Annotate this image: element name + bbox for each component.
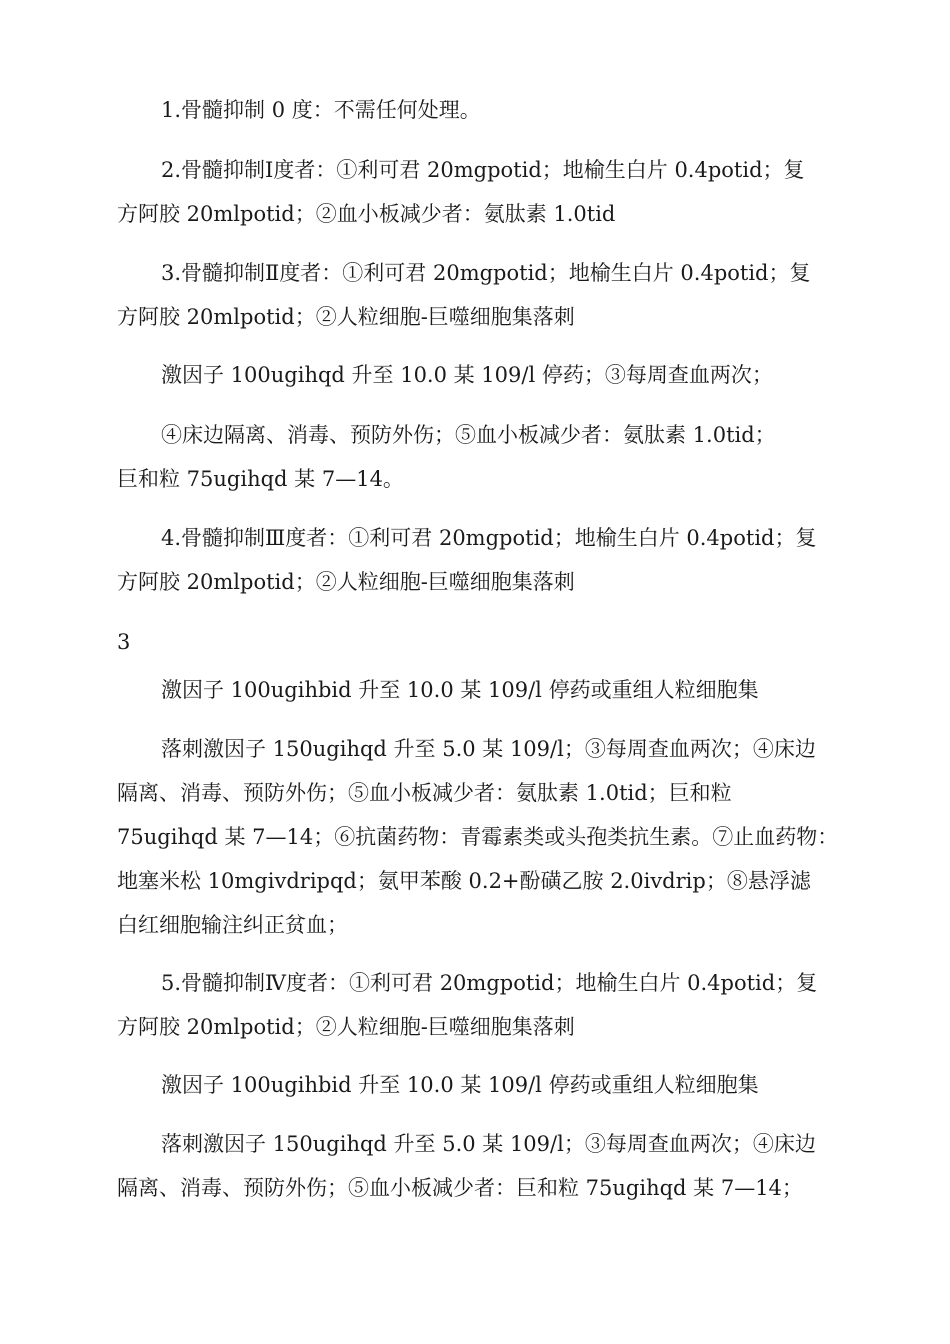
paragraph-grade-0 <box>117 88 857 132</box>
paragraph-grade-3-continued <box>117 668 857 712</box>
paragraph-grade-3-measures <box>117 727 857 947</box>
text-line: 2.骨髓抑制Ⅰ度者：①利可君 20mgpotid；地榆生白片 0.4potid；复 <box>161 158 805 182</box>
text-line: 落刺激因子 150ugihqd 升至 5.0 某 109/l；③每周查血两次；④床边 <box>161 1132 816 1156</box>
paragraph-grade-2-measures <box>117 413 857 501</box>
text-line: 巨和粒 75ugihqd 某 7—14。 <box>117 467 404 491</box>
page-number: 3 <box>117 630 131 654</box>
text-line: 4.骨髓抑制Ⅲ度者：①利可君 20mgpotid；地榆生白片 0.4potid；复 <box>161 526 817 550</box>
text-line: 方阿胶 20mlpotid；②血小板减少者：氨肽素 1.0tid <box>117 202 616 226</box>
text-line: 方阿胶 20mlpotid；②人粒细胞-巨噬细胞集落刺 <box>117 305 575 329</box>
text-line: 激因子 100ugihbid 升至 10.0 某 109/l 停药或重组人粒细胞集 <box>161 1073 759 1097</box>
paragraph-grade-2-continued <box>117 353 857 397</box>
text-line: 方阿胶 20mlpotid；②人粒细胞-巨噬细胞集落刺 <box>117 1015 575 1039</box>
text-line: 3.骨髓抑制Ⅱ度者：①利可君 20mgpotid；地榆生白片 0.4potid；复 <box>161 261 811 285</box>
text-line: 5.骨髓抑制Ⅳ度者：①利可君 20mgpotid；地榆生白片 0.4potid；复 <box>161 971 818 995</box>
text-line: 地塞米松 10mgivdripqd；氨甲苯酸 0.2+酚磺乙胺 2.0ivdrip；⑧悬浮滤 <box>117 869 811 893</box>
paragraph-grade-2 <box>117 251 857 339</box>
paragraph-grade-4-continued <box>117 1063 857 1107</box>
text-line: 75ugihqd 某 7—14；⑥抗菌药物：青霉素类或头孢类抗生素。⑦止血药物： <box>117 825 839 849</box>
text-line: 白红细胞输注纠正贫血； <box>117 913 348 937</box>
text-line: 隔离、消毒、预防外伤；⑤血小板减少者：氨肽素 1.0tid；巨和粒 <box>117 781 732 805</box>
text-line: 方阿胶 20mlpotid；②人粒细胞-巨噬细胞集落刺 <box>117 570 575 594</box>
text-line: 1.骨髓抑制 0 度：不需任何处理。 <box>161 98 481 122</box>
text-line: ④床边隔离、消毒、预防外伤；⑤血小板减少者：氨肽素 1.0tid； <box>161 423 776 447</box>
text-line: 激因子 100ugihqd 升至 10.0 某 109/l 停药；③每周查血两次； <box>161 363 773 387</box>
paragraph-grade-4-measures <box>117 1122 857 1210</box>
text-line: 隔离、消毒、预防外伤；⑤血小板减少者：巨和粒 75ugihqd 某 7—14； <box>117 1176 803 1200</box>
text-line: 落刺激因子 150ugihqd 升至 5.0 某 109/l；③每周查血两次；④床边 <box>161 737 816 761</box>
paragraph-grade-1 <box>117 148 857 236</box>
paragraph-grade-4 <box>117 961 857 1049</box>
text-line: 激因子 100ugihbid 升至 10.0 某 109/l 停药或重组人粒细胞集 <box>161 678 759 702</box>
paragraph-grade-3 <box>117 516 857 604</box>
